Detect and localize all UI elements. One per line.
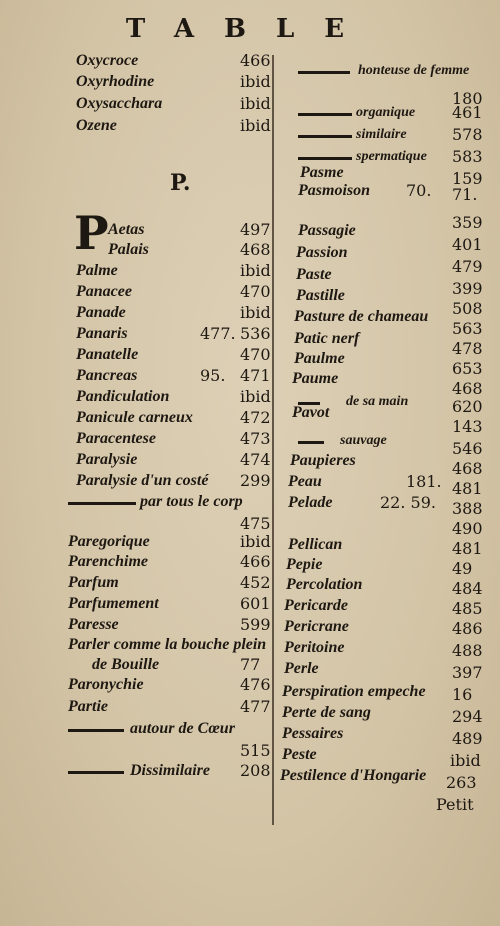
index-entry-page-number: 489 [452,729,483,748]
index-entry-term: Pessaires [282,725,344,742]
index-entry-page-number: 481 [452,539,483,558]
ditto-dash [68,502,136,505]
index-entry-page-number: ibid [240,72,271,91]
index-entry-term: Peau [288,473,322,490]
index-entry-term: de sa main [346,394,409,409]
index-entry-page-number: 208 [240,761,271,780]
index-entry-page-number: 546 [452,439,483,458]
index-entry-term: Patic nerf [294,330,360,347]
index-entry-term: honteuse de femme [358,63,470,78]
ditto-dash [298,135,352,138]
index-entry-term: Paralysie d'un costé [76,472,209,489]
index-entry-page-ref: 22. 59. [380,493,436,512]
index-entry-term: Parfumement [68,595,159,612]
index-entry-term: Paracentese [76,430,156,447]
ditto-dash [298,157,352,160]
index-entry-page-number: 508 [452,299,483,318]
index-entry-term: similaire [356,127,407,142]
index-entry-page-number: 294 [452,707,483,726]
index-entry-page-number: 599 [240,615,271,634]
index-entry-term: sauvage [340,433,387,448]
index-entry-term: spermatique [356,149,427,164]
index-entry-term: Perle [284,660,319,677]
index-entry-page-number: ibid [240,116,271,135]
index-entry-page-number: 388 [452,499,483,518]
index-entry-page-number: 601 [240,594,271,613]
index-entry-page-number: 399 [452,279,483,298]
index-entry-term: Pasme [300,164,344,181]
index-entry-page-ref: 477. [200,324,236,343]
index-entry-page-number: 461 [452,103,483,122]
index-entry-page-ref: 70. [406,181,432,200]
index-entry-term: Paresse [68,616,119,633]
index-entry-term: Pancreas [76,367,138,384]
index-entry-page-number: 468 [452,379,483,398]
index-entry-term: Pasture de chameau [294,308,429,325]
index-entry-term: Panade [76,304,126,321]
index-entry-page-number: 653 [452,359,483,378]
index-entry-term: Pasmoison [298,182,371,199]
index-entry-page-number: 484 [452,579,483,598]
index-entry-term: par tous le corp [140,493,243,510]
index-entry-page-number: 476 [240,675,271,694]
index-entry-term: Oxyrhodine [76,73,155,90]
index-entry-term: Peritoine [284,639,345,656]
index-entry-page-ref: 181. [406,472,442,491]
index-entry-term: Panicule carneux [76,409,193,426]
index-entry-page-number: 452 [240,573,271,592]
index-entry-term: Peste [282,746,317,763]
index-entry-page-number: 397 [452,663,483,682]
index-entry-page-number: 143 [452,417,483,436]
index-entry-term: Pellican [288,536,343,553]
index-entry-term: Pestilence d'Hongarie [280,767,427,784]
index-entry-term: Paupieres [290,452,356,469]
index-entry-term: Palais [108,241,149,258]
index-entry-page-number: 578 [452,125,483,144]
index-entry-page-number: 497 [240,220,271,239]
index-entry-term: Aetas [108,221,145,238]
index-entry-page-number: 180 [452,89,483,108]
index-entry-page-ref: 95. [200,366,226,385]
index-entry-page-number: ibid [240,532,271,551]
index-entry-term: Palme [76,262,118,279]
index-entry-term: Pericrane [284,618,349,635]
index-entry-page-number: ibid [450,751,481,770]
index-entry-page-number: 486 [452,619,483,638]
index-entry-term: Paulme [294,350,345,367]
index-entry-page-number: 16 [452,685,473,704]
index-entry-page-number: 478 [452,339,483,358]
index-entry-page-number: 488 [452,641,483,660]
index-entry-term: Pastille [296,287,345,304]
index-entry-page-number: 477 [240,697,271,716]
index-entry-page-number: 77 [240,655,261,674]
index-entry-page-number: ibid [240,94,271,113]
index-entry-page-number: 536 [240,324,271,343]
index-entry-page-number: 359 [452,213,483,232]
index-entry-term: Paste [296,266,332,283]
column-divider [272,55,274,825]
index-entry-term: Ozene [76,117,117,134]
index-entry-term: Paregorique [68,533,150,550]
index-entry-page-number: 401 [452,235,483,254]
ditto-dash [298,71,350,74]
drop-cap-p: P [74,206,109,260]
index-entry-page-number: Petit [436,795,474,814]
index-entry-page-number: 515 [240,741,271,760]
index-entry-term: Parler comme la bouche plein [68,636,267,653]
index-entry-term: Parenchime [68,553,148,570]
index-entry-page-number: 470 [240,345,271,364]
index-entry-page-number: 468 [452,459,483,478]
index-entry-term: Percolation [286,576,363,593]
index-entry-term: Perspiration empeche [282,683,426,700]
index-entry-term: Panacee [76,283,132,300]
index-entry-page-number: 563 [452,319,483,338]
index-entry-page-number: 466 [240,552,271,571]
index-entry-term: Pericarde [284,597,348,614]
ditto-dash [298,113,352,116]
index-entry-page-number: 471 [240,366,271,385]
index-entry-page-number: 620 [452,397,483,416]
index-entry-page-number: 583 [452,147,483,166]
index-entry-page-number: 474 [240,450,271,469]
index-entry-term: Pandiculation [76,388,170,405]
index-entry-term: Pelade [288,494,333,511]
index-entry-page-number: 490 [452,519,483,538]
index-entry-page-number: 49 [452,559,473,578]
index-entry-term: Partie [68,698,108,715]
index-entry-term: Pavot [292,404,330,421]
index-entry-term: Paralysie [76,451,138,468]
index-entry-page-number: 470 [240,282,271,301]
section-letter: P. [170,170,191,196]
index-entry-term: Panaris [76,325,128,342]
index-entry-page-number: 468 [240,240,271,259]
index-entry-page-number: 485 [452,599,483,618]
index-entry-term: Passion [296,244,348,261]
index-entry-term: autour de Cœur [130,720,235,737]
index-entry-term: Pepie [286,556,323,573]
index-entry-page-number: ibid [240,387,271,406]
index-entry-page-number: 479 [452,257,483,276]
index-entry-term: organique [356,105,416,120]
index-entry-term: Oxycroce [76,52,139,69]
ditto-dash [68,729,124,732]
index-entry-term: Paume [292,370,339,387]
index-entry-term: Paronychie [68,676,144,693]
ditto-dash [298,441,324,444]
index-entry-page-number: 263 [446,773,477,792]
index-entry-page-number: 159 [452,169,483,188]
ditto-dash [68,771,124,774]
index-entry-page-number: ibid [240,261,271,280]
index-entry-page-number: 466 [240,51,271,70]
index-entry-page-number: 475 [240,514,271,533]
index-entry-page-number: ibid [240,303,271,322]
index-entry-term: de Bouille [92,656,160,673]
page-header: TABLE [125,14,375,44]
index-entry-term: Perte de sang [282,704,371,721]
index-entry-page-number: 472 [240,408,271,427]
index-entry-term: Passagie [298,222,356,239]
index-entry-term: Oxysacchara [76,95,163,112]
index-entry-page-number: 481 [452,479,483,498]
index-entry-page-number: 71. [452,185,478,204]
index-entry-page-number: 473 [240,429,271,448]
index-entry-page-number: 299 [240,471,271,490]
index-entry-term: Panatelle [76,346,139,363]
index-entry-term: Dissimilaire [130,762,211,779]
index-entry-term: Parfum [68,574,119,591]
